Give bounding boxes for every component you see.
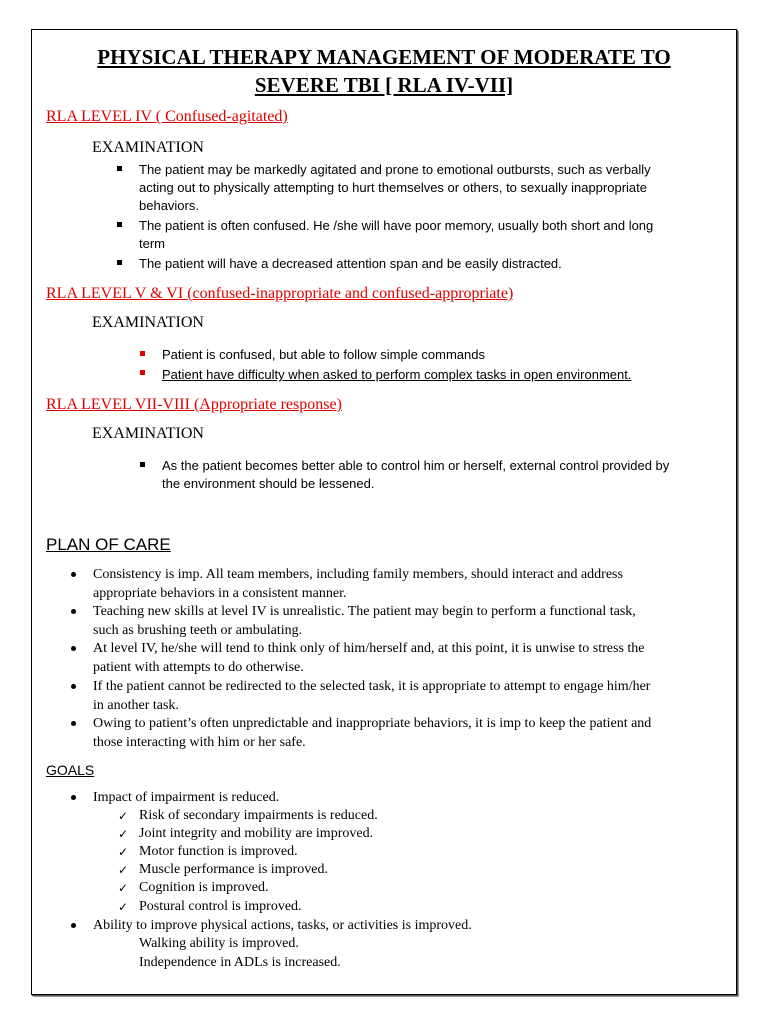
document-title-line-1: PHYSICAL THERAPY MANAGEMENT OF MODERATE TO <box>97 45 671 69</box>
bullet-dot <box>71 923 76 928</box>
section-heading-rla-v-vi: RLA LEVEL V & VI (confused-inappropriate and confused-appropriate) <box>46 285 514 302</box>
checkmark-icon: ✓ <box>118 881 129 895</box>
list-item: As the patient becomes better able to control him or herself, external control provided by the environment should be lessened. <box>162 458 670 491</box>
list-item: Patient have difficulty when asked to perform complex tasks in open environment. <box>162 367 632 382</box>
list-item: Teaching new skills at level IV is unrealistic. The patient may begin to perform a functional task, such as brushing teeth or ambulating. <box>93 604 636 638</box>
list-item: Joint integrity and mobility are improved. <box>139 826 374 841</box>
examination-label: EXAMINATION <box>92 314 204 331</box>
list-item: Independence in ADLs is increased. <box>139 955 341 970</box>
bullet-dot <box>71 646 76 651</box>
checkmark-icon: ✓ <box>118 900 129 914</box>
list-item: Patient is confused, but able to follow simple commands <box>162 347 486 362</box>
goals-heading: GOALS <box>46 762 95 778</box>
document-title-line-2: SEVERE TBI [ RLA IV-VII] <box>254 73 514 97</box>
list-item: Owing to patient’s often unpredictable and inappropriate behaviors, it is imp to keep the patient and those interacting with him or her safe. <box>93 716 652 750</box>
checkmark-icon: ✓ <box>118 827 129 841</box>
list-item: If the patient cannot be redirected to the selected task, it is appropriate to attempt to engage him/her in another task. <box>93 679 651 713</box>
plan-of-care-heading: PLAN OF CARE <box>46 535 171 554</box>
list-item: Cognition is improved. <box>139 880 269 895</box>
bullet-dot <box>71 684 76 689</box>
section-heading-rla-iv: RLA LEVEL IV ( Confused-agitated) <box>46 108 288 125</box>
examination-label: EXAMINATION <box>92 425 204 442</box>
bullet-dot <box>71 609 76 614</box>
list-item: Impact of impairment is reduced. <box>93 790 280 805</box>
bullet-dot <box>71 721 76 726</box>
list-item: The patient will have a decreased attention span and be easily distracted. <box>139 256 562 271</box>
bullet-square <box>140 351 145 356</box>
list-item: The patient may be markedly agitated and prone to emotional outbursts, such as verbally acting out to physically attempting to hurt themselves or others, to sexually inappropriate behaviors. <box>139 162 651 213</box>
bullet-square <box>117 166 122 171</box>
list-item: Ability to improve physical actions, tasks, or activities is improved. <box>93 918 472 933</box>
list-item: Muscle performance is improved. <box>139 862 328 877</box>
list-item: Consistency is imp. All team members, including family members, should interact and address appropriate behaviors in a consistent manner. <box>93 567 623 601</box>
section-heading-rla-vii-viii: RLA LEVEL VII-VIII (Appropriate response) <box>46 396 342 413</box>
list-item: At level IV, he/she will tend to think only of him/herself and, at this point, it is unwise to stress the patient with attempts to do otherwise. <box>93 641 645 675</box>
checkmark-icon: ✓ <box>118 863 129 877</box>
list-item: Postural control is improved. <box>139 899 302 914</box>
examination-label: EXAMINATION <box>92 139 204 156</box>
list-item: Walking ability is improved. <box>139 936 299 951</box>
list-item: Risk of secondary impairments is reduced. <box>139 808 378 823</box>
bullet-square <box>117 222 122 227</box>
list-item: Motor function is improved. <box>139 844 298 859</box>
bullet-square <box>140 370 145 375</box>
bullet-square <box>140 462 145 467</box>
bullet-dot <box>71 572 76 577</box>
bullet-dot <box>71 795 76 800</box>
checkmark-icon: ✓ <box>118 845 129 859</box>
checkmark-icon: ✓ <box>118 809 129 823</box>
list-item: The patient is often confused. He /she will have poor memory, usually both short and long term <box>139 218 654 251</box>
bullet-square <box>117 260 122 265</box>
